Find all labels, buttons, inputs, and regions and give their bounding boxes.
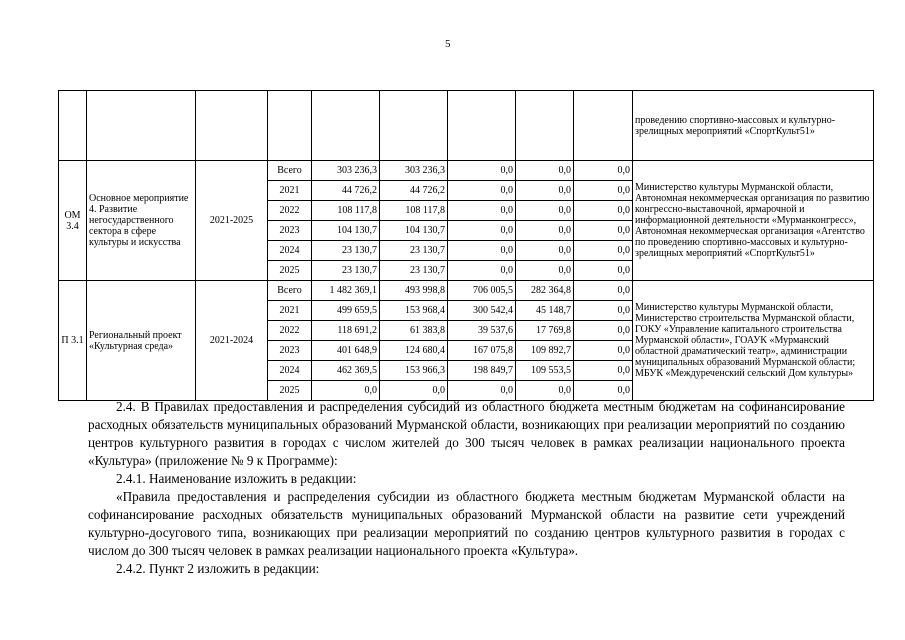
value-cell-2: 0,0: [448, 261, 516, 281]
value-cell-1: 493 998,8: [380, 281, 448, 301]
p31-row: [59, 281, 874, 301]
year-cell: Всего: [268, 161, 312, 181]
value-cell-3: 282 364,8: [516, 281, 574, 301]
year-cell: 2021: [268, 181, 312, 201]
value-cell-2: 0,0: [448, 201, 516, 221]
total-cell: 104 130,7: [312, 221, 380, 241]
value-cell-1: 108 117,8: [380, 201, 448, 221]
value-cell-2: 39 537,6: [448, 321, 516, 341]
value-cell-3: 0,0: [516, 261, 574, 281]
p31-executor: Министерство культуры Мурманской области, Министерство строительства Мурманской области, ГОКУ «Управление капитального строительства Мурманской области», ГОАУК «Мурманский областной драматический театр», администрации муниципальных образований Мурманской области; МБУК «Междуреченский сельский Дом культуры»: [633, 281, 874, 401]
year-cell: 2025: [268, 381, 312, 401]
total-cell: 401 648,9: [312, 341, 380, 361]
total-cell: 108 117,8: [312, 201, 380, 221]
value-cell-2: 0,0: [448, 161, 516, 181]
p31-name: Региональный проект «Культурная среда»: [87, 281, 196, 401]
value-cell-1: 0,0: [380, 381, 448, 401]
total-cell: 0,0: [312, 381, 380, 401]
value-cell-4: 0,0: [574, 261, 633, 281]
year-cell: Всего: [268, 281, 312, 301]
value-cell-1: 153 966,3: [380, 361, 448, 381]
value-cell-4: 0,0: [574, 221, 633, 241]
value-cell-1: 153 968,4: [380, 301, 448, 321]
paragraph-rules-title: «Правила предоставления и распределения субсидии из областного бюджета местным бюджетам Мурманской области на софинансирование расходных обязательств муниципальных образований Мурманской области на развитие сети учреждений культурно-досугового типа, возникающих при реализации мероприятий по созданию центров культурного развития в городах с числом до 300 тысяч человек в рамках реализации национального проекта «Культура».: [88, 489, 845, 558]
om34-name: Основное мероприятие 4. Развитие негосударственного сектора в сфере культуры и искусства: [87, 161, 196, 281]
value-cell-3: 0,0: [516, 221, 574, 241]
value-cell-2: 0,0: [448, 381, 516, 401]
value-cell-1: 23 130,7: [380, 261, 448, 281]
body-text: [88, 398, 845, 578]
total-cell: 23 130,7: [312, 241, 380, 261]
value-cell-4: 0,0: [574, 361, 633, 381]
year-cell: 2023: [268, 221, 312, 241]
paragraph-2-4: 2.4. В Правилах предоставления и распределения субсидий из областного бюджета местным бюджетам на софинансирование расходных обязательств муниципальных образований Мурманской области, возникающих при реализации мероприятий по созданию центров культурного развития в городах с числом жителей до 300 тысяч человек в рамках реализации национального проекта «Культура» (приложение № 9 к Программе):: [88, 399, 845, 468]
value-cell-1: 23 130,7: [380, 241, 448, 261]
value-cell-4: 0,0: [574, 301, 633, 321]
value-cell-2: 167 075,8: [448, 341, 516, 361]
p31-code: П 3.1: [59, 281, 87, 401]
value-cell-2: 0,0: [448, 181, 516, 201]
value-cell-4: 0,0: [574, 161, 633, 181]
total-cell: 44 726,2: [312, 181, 380, 201]
total-cell: 462 369,5: [312, 361, 380, 381]
value-cell-3: 0,0: [516, 381, 574, 401]
value-cell-4: 0,0: [574, 181, 633, 201]
value-cell-1: 104 130,7: [380, 221, 448, 241]
p31-period: 2021-2024: [196, 281, 268, 401]
value-cell-1: 124 680,4: [380, 341, 448, 361]
value-cell-3: 0,0: [516, 201, 574, 221]
om34-code: ОМ 3.4: [59, 161, 87, 281]
total-cell: 499 659,5: [312, 301, 380, 321]
total-cell: 118 691,2: [312, 321, 380, 341]
year-cell: 2022: [268, 321, 312, 341]
value-cell-2: 0,0: [448, 241, 516, 261]
om34-executor: Министерство культуры Мурманской области, Автономная некоммерческая организация по развитию конгрессно-выставочной, ярмарочной и информационной деятельности «Мурманконгресс», Автономная некоммерческая организация «Агентство по проведению спортивно-массовых и культурно-зрелищных мероприятий «СпортКульт51»: [633, 161, 874, 281]
total-cell: 1 482 369,1: [312, 281, 380, 301]
value-cell-1: 61 383,8: [380, 321, 448, 341]
value-cell-4: 0,0: [574, 341, 633, 361]
paragraph-2-4-2: 2.4.2. Пункт 2 изложить в редакции:: [116, 561, 320, 576]
value-cell-2: 0,0: [448, 221, 516, 241]
value-cell-3: 0,0: [516, 161, 574, 181]
total-cell: 23 130,7: [312, 261, 380, 281]
om34-period: 2021-2025: [196, 161, 268, 281]
value-cell-3: 0,0: [516, 181, 574, 201]
value-cell-2: 198 849,7: [448, 361, 516, 381]
top-continuation-row: [59, 91, 874, 161]
value-cell-3: 109 553,5: [516, 361, 574, 381]
value-cell-4: 0,0: [574, 281, 633, 301]
year-cell: 2023: [268, 341, 312, 361]
value-cell-3: 0,0: [516, 241, 574, 261]
year-cell: 2024: [268, 361, 312, 381]
executor-cell-continued: проведению спортивно-массовых и культурно-зрелищных мероприятий «СпортКульт51»: [633, 91, 874, 161]
value-cell-3: 17 769,8: [516, 321, 574, 341]
budget-table: [58, 90, 874, 401]
value-cell-4: 0,0: [574, 381, 633, 401]
year-cell: 2022: [268, 201, 312, 221]
value-cell-4: 0,0: [574, 321, 633, 341]
value-cell-2: 300 542,4: [448, 301, 516, 321]
paragraph-2-4-1: 2.4.1. Наименование изложить в редакции:: [116, 471, 357, 486]
year-cell: 2024: [268, 241, 312, 261]
value-cell-3: 45 148,7: [516, 301, 574, 321]
value-cell-1: 303 236,3: [380, 161, 448, 181]
value-cell-4: 0,0: [574, 201, 633, 221]
value-cell-1: 44 726,2: [380, 181, 448, 201]
year-cell: 2025: [268, 261, 312, 281]
value-cell-3: 109 892,7: [516, 341, 574, 361]
total-cell: 303 236,3: [312, 161, 380, 181]
page-number: 5: [445, 38, 451, 50]
value-cell-4: 0,0: [574, 241, 633, 261]
year-cell: 2021: [268, 301, 312, 321]
value-cell-2: 706 005,5: [448, 281, 516, 301]
om34-row: [59, 161, 874, 181]
